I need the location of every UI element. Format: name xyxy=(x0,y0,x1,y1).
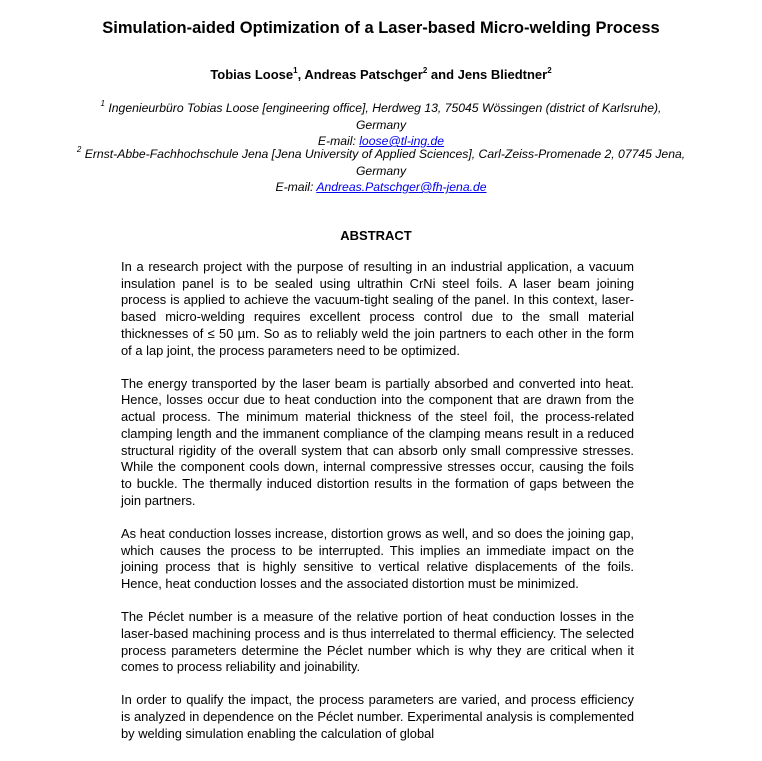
author-separator: , xyxy=(297,67,305,82)
affiliation-1 xyxy=(76,100,686,150)
affiliation-text: Ernst-Abbe-Fachhochschule Jena [Jena University of Applied Sciences], Carl-Zeiss-Promenade 2, 07745 Jena, Germany xyxy=(84,147,686,178)
abstract-heading: ABSTRACT xyxy=(340,228,412,243)
affiliation-mark: 1 xyxy=(100,99,105,108)
author-affiliation-mark: 1 xyxy=(293,66,298,75)
email-link[interactable]: Andreas.Patschger@fh-jena.de xyxy=(316,180,487,194)
abstract-paragraph: In a research project with the purpose of resulting in an industrial application, a vacuum insulation panel is to be sealed using ultrathin CrNi steel foils. A laser beam joining process is applied to achieve the vacuum-tight sealing of the panel. In this context, laser-based micro-welding requires excellent process control due to the small material thicknesses of ≤ 50 µm. So as to reliably weld the join partners to each other in the form of a lap joint, the process parameters need to be optimized. xyxy=(121,259,634,358)
email-link[interactable]: loose@tl-ing.de xyxy=(359,134,445,148)
abstract-paragraph: In order to qualify the impact, the process parameters are varied, and process efficiency is analyzed in dependence on the Péclet number. Experimental analysis is complemented by welding simulation enabling the calculation of global xyxy=(121,692,634,741)
author-name: Jens Bliedtner xyxy=(457,67,548,82)
abstract-paragraph: As heat conduction losses increase, distortion grows as well, and so does the joining gap, which causes the process to be interrupted. This implies an immediate impact on the joining process that is highly sensitive to vertical relative displacements of the foils. Hence, heat conduction losses and the associated distortion must be minimized. xyxy=(121,525,634,591)
author-name: Tobias Loose xyxy=(210,67,294,82)
paper-title: Simulation-aided Optimization of a Laser-based Micro-welding Process xyxy=(102,19,660,37)
abstract-paragraph: The energy transported by the laser beam is partially absorbed and converted into heat. Hence, losses occur due to heat conduction into the component that are drawn from the actual process. The minimum material thickness of the steel foil, the process-related clamping length and the immanent compliance of the clamping means result in a reduced structural rigidity of the overall system that can absorb only small compressive stresses. While the component cools down, internal compressive stresses occur, causing the foils to buckle. The thermally induced distortion results in the formation of gaps between the join partners. xyxy=(121,375,634,508)
abstract-paragraph: The Péclet number is a measure of the relative portion of heat conduction losses in the laser-based machining process and is thus interrelated to thermal efficiency. The selected process parameters determine the Péclet number which is why they are critical when it comes to process reliability and joinability. xyxy=(121,609,634,675)
author-affiliation-mark: 2 xyxy=(547,66,552,75)
email-line xyxy=(76,179,686,196)
abstract-body xyxy=(121,259,634,759)
affiliation-text: Ingenieurbüro Tobias Loose [engineering office], Herdweg 13, 75045 Wössingen (district of Karlsruhe), Germany xyxy=(108,101,662,132)
author-list xyxy=(0,66,762,84)
author-separator: and xyxy=(427,67,458,82)
author-name: Andreas Patschger xyxy=(304,67,423,82)
affiliation-2 xyxy=(76,146,686,196)
affiliation-mark: 2 xyxy=(76,145,82,154)
email-label: E-mail: xyxy=(317,134,360,148)
email-label: E-mail: xyxy=(275,180,317,194)
author-affiliation-mark: 2 xyxy=(422,66,428,75)
